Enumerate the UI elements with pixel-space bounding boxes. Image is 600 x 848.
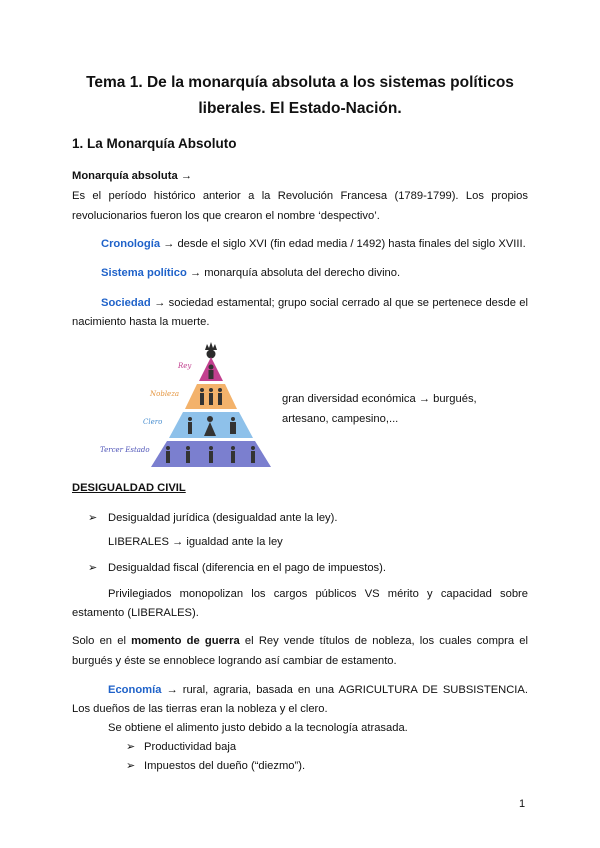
economia-text-1: → rural, agraria, basada en una AGRICULTURA DE SUBSISTENCIA. [161,684,528,696]
pyramid-label-rey: Rey [178,362,192,370]
pyramid-label-clero: Clero [143,418,163,426]
desigualdad-bullet-1: Desigualdad jurídica (desigualdad ante la ley). [108,512,338,524]
sociedad-label: Sociedad [101,297,151,309]
guerra-paragraph [72,631,528,651]
economia-text-2: Los dueños de las tierras eran la nobleza y el clero. [72,703,328,715]
economia-text-3: Se obtiene el alimento justo debido a la tecnología atrasada. [108,722,408,734]
guerra-bold: momento de guerra [131,635,240,647]
monarquia-text-2: revolucionarios fueron los que crearon el nombre ‘despectivo’. [72,210,380,222]
sociedad-text-1: → sociedad estamental; grupo social cerrado al que se pertenece desde el [150,297,528,309]
economia-bullet-1: Productividad baja [144,741,237,753]
bullet-glyph: ➢ [126,760,136,772]
page-title-line-2: liberales. El Estado-Nación. [198,100,402,117]
guerra-line-2: burgués y éste se ennoblece logrando así cambiar de estamento. [72,655,397,667]
sistema-label: Sistema político [101,267,187,279]
economia-bullet-2: Impuestos del dueño (“diezmo”). [144,760,306,772]
sociedad-text-2: nacimiento hasta la muerte. [72,316,210,328]
desigualdad-heading: DESIGUALDAD CIVIL [72,482,186,494]
guerra-text-a: Solo en el [72,635,132,647]
estates-pyramid-figure [90,340,280,472]
section-heading: 1. La Monarquía Absoluto [72,136,237,151]
desigualdad-bullet-2: Desigualdad fiscal (diferencia en el pago de impuestos). [108,562,386,574]
crown-icon [205,342,217,359]
monarquia-label: Monarquía absoluta → [72,170,192,182]
cronologia-text: → desde el siglo XVI (fin edad media / 1492) hasta finales del siglo XVIII. [160,238,526,250]
pyramid-side-line-2: artesano, campesino,... [282,413,399,425]
sociedad-paragraph [101,293,528,313]
cronologia-label: Cronología [101,238,161,250]
economia-label: Economía [108,684,162,696]
bullet-glyph: ➢ [126,741,136,753]
page-number: 1 [519,798,526,810]
sistema-paragraph [101,263,400,283]
guerra-text-b: el Rey vende títulos de nobleza, los cuales compra el [239,635,528,647]
privilegiados-line-2: estamento (LIBERALES). [72,607,199,619]
bullet-glyph: ➢ [88,562,98,574]
liberales-line: LIBERALES → igualdad ante la ley [108,536,283,548]
sistema-text: → monarquía absoluta del derecho divino. [186,267,401,279]
pyramid-label-nobleza: Nobleza [150,390,180,398]
bullet-glyph: ➢ [88,512,98,524]
economia-paragraph [108,680,528,700]
pyramid-label-tercer-estado: Tercer Estado [100,446,150,454]
pyramid-side-line-1: gran diversidad económica → burgués, [282,393,477,405]
cronologia-paragraph [101,234,526,254]
monarquia-text-1: Es el período histórico anterior a la Revolución Francesa (1789-1799). Los propios [72,190,528,202]
privilegiados-line-1: Privilegiados monopolizan los cargos públicos VS mérito y capacidad sobre [108,588,528,600]
page-title-line-1: Tema 1. De la monarquía absoluta a los sistemas políticos [86,74,514,91]
